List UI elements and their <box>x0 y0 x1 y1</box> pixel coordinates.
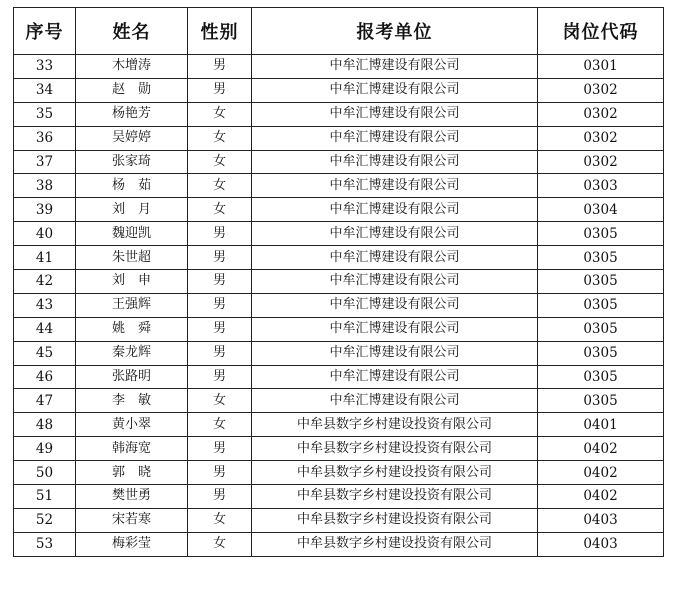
cell-gender: 女 <box>188 198 252 222</box>
cell-serial-number: 46 <box>14 365 76 389</box>
cell-name: 梅彩莹 <box>76 532 188 556</box>
cell-position-code: 0305 <box>538 246 664 270</box>
cell-position-code: 0303 <box>538 174 664 198</box>
cell-position-code: 0302 <box>538 102 664 126</box>
table-row <box>14 198 664 222</box>
cell-applied-unit: 中牟汇博建设有限公司 <box>252 389 538 413</box>
cell-gender: 男 <box>188 341 252 365</box>
cell-gender: 女 <box>188 508 252 532</box>
header-gender: 性别 <box>188 8 252 55</box>
cell-gender: 女 <box>188 102 252 126</box>
cell-name: 王强辉 <box>76 293 188 317</box>
cell-applied-unit: 中牟汇博建设有限公司 <box>252 126 538 150</box>
cell-gender: 男 <box>188 270 252 294</box>
header-serial-number: 序号 <box>14 8 76 55</box>
table-row <box>14 437 664 461</box>
cell-serial-number: 48 <box>14 413 76 437</box>
cell-position-code: 0304 <box>538 198 664 222</box>
cell-gender: 女 <box>188 389 252 413</box>
cell-serial-number: 53 <box>14 532 76 556</box>
cell-gender: 女 <box>188 174 252 198</box>
header-applied-unit: 报考单位 <box>252 8 538 55</box>
table-row <box>14 246 664 270</box>
cell-applied-unit: 中牟县数字乡村建设投资有限公司 <box>252 437 538 461</box>
cell-applied-unit: 中牟汇博建设有限公司 <box>252 102 538 126</box>
table-row <box>14 78 664 102</box>
table-row <box>14 126 664 150</box>
table-row <box>14 341 664 365</box>
cell-name: 宋若寒 <box>76 508 188 532</box>
cell-gender: 女 <box>188 413 252 437</box>
cell-name: 姚 舜 <box>76 317 188 341</box>
cell-applied-unit: 中牟汇博建设有限公司 <box>252 150 538 174</box>
cell-position-code: 0305 <box>538 293 664 317</box>
cell-gender: 男 <box>188 437 252 461</box>
cell-gender: 女 <box>188 126 252 150</box>
cell-position-code: 0302 <box>538 126 664 150</box>
cell-serial-number: 33 <box>14 55 76 79</box>
cell-applied-unit: 中牟汇博建设有限公司 <box>252 246 538 270</box>
cell-gender: 女 <box>188 532 252 556</box>
cell-name: 张路明 <box>76 365 188 389</box>
cell-position-code: 0305 <box>538 317 664 341</box>
table-row <box>14 102 664 126</box>
table-body <box>14 55 664 557</box>
cell-serial-number: 41 <box>14 246 76 270</box>
cell-serial-number: 39 <box>14 198 76 222</box>
header-row <box>14 8 664 55</box>
cell-applied-unit: 中牟汇博建设有限公司 <box>252 174 538 198</box>
table-row <box>14 270 664 294</box>
cell-serial-number: 49 <box>14 437 76 461</box>
candidate-table <box>13 7 664 557</box>
table-row <box>14 293 664 317</box>
cell-applied-unit: 中牟汇博建设有限公司 <box>252 222 538 246</box>
table-row <box>14 485 664 509</box>
cell-name: 魏迎凯 <box>76 222 188 246</box>
cell-position-code: 0305 <box>538 270 664 294</box>
cell-gender: 女 <box>188 150 252 174</box>
cell-applied-unit: 中牟县数字乡村建设投资有限公司 <box>252 461 538 485</box>
cell-position-code: 0305 <box>538 341 664 365</box>
cell-position-code: 0305 <box>538 389 664 413</box>
cell-name: 刘 月 <box>76 198 188 222</box>
cell-position-code: 0402 <box>538 437 664 461</box>
cell-serial-number: 47 <box>14 389 76 413</box>
candidate-list-sheet <box>13 7 663 557</box>
cell-name: 刘 申 <box>76 270 188 294</box>
table-row <box>14 461 664 485</box>
cell-name: 杨 茹 <box>76 174 188 198</box>
cell-position-code: 0301 <box>538 55 664 79</box>
cell-applied-unit: 中牟汇博建设有限公司 <box>252 317 538 341</box>
cell-serial-number: 42 <box>14 270 76 294</box>
cell-position-code: 0402 <box>538 461 664 485</box>
cell-name: 韩海宽 <box>76 437 188 461</box>
cell-applied-unit: 中牟汇博建设有限公司 <box>252 341 538 365</box>
cell-name: 樊世勇 <box>76 485 188 509</box>
cell-position-code: 0402 <box>538 485 664 509</box>
cell-gender: 男 <box>188 246 252 270</box>
cell-serial-number: 50 <box>14 461 76 485</box>
cell-gender: 男 <box>188 55 252 79</box>
table-row <box>14 508 664 532</box>
cell-gender: 男 <box>188 78 252 102</box>
cell-name: 张家琦 <box>76 150 188 174</box>
cell-position-code: 0401 <box>538 413 664 437</box>
header-name: 姓名 <box>76 8 188 55</box>
cell-name: 杨艳芳 <box>76 102 188 126</box>
cell-serial-number: 36 <box>14 126 76 150</box>
table-row <box>14 389 664 413</box>
cell-serial-number: 40 <box>14 222 76 246</box>
table-row <box>14 365 664 389</box>
cell-applied-unit: 中牟汇博建设有限公司 <box>252 365 538 389</box>
cell-serial-number: 51 <box>14 485 76 509</box>
cell-serial-number: 35 <box>14 102 76 126</box>
table-row <box>14 55 664 79</box>
cell-serial-number: 37 <box>14 150 76 174</box>
cell-applied-unit: 中牟汇博建设有限公司 <box>252 78 538 102</box>
cell-gender: 男 <box>188 461 252 485</box>
cell-serial-number: 52 <box>14 508 76 532</box>
header-position-code: 岗位代码 <box>538 8 664 55</box>
cell-name: 朱世超 <box>76 246 188 270</box>
cell-serial-number: 43 <box>14 293 76 317</box>
cell-serial-number: 45 <box>14 341 76 365</box>
cell-position-code: 0403 <box>538 508 664 532</box>
cell-name: 木增涛 <box>76 55 188 79</box>
table-row <box>14 317 664 341</box>
cell-position-code: 0302 <box>538 150 664 174</box>
cell-applied-unit: 中牟县数字乡村建设投资有限公司 <box>252 485 538 509</box>
cell-position-code: 0305 <box>538 365 664 389</box>
table-row <box>14 150 664 174</box>
cell-gender: 男 <box>188 293 252 317</box>
cell-position-code: 0403 <box>538 532 664 556</box>
table-header <box>14 8 664 55</box>
cell-applied-unit: 中牟县数字乡村建设投资有限公司 <box>252 413 538 437</box>
cell-name: 李 敏 <box>76 389 188 413</box>
table-row <box>14 222 664 246</box>
cell-gender: 男 <box>188 222 252 246</box>
cell-name: 赵 勋 <box>76 78 188 102</box>
cell-gender: 男 <box>188 365 252 389</box>
table-row <box>14 413 664 437</box>
table-row <box>14 532 664 556</box>
table-row <box>14 174 664 198</box>
cell-applied-unit: 中牟汇博建设有限公司 <box>252 198 538 222</box>
cell-name: 郭 晓 <box>76 461 188 485</box>
cell-applied-unit: 中牟县数字乡村建设投资有限公司 <box>252 532 538 556</box>
cell-position-code: 0305 <box>538 222 664 246</box>
cell-serial-number: 34 <box>14 78 76 102</box>
cell-position-code: 0302 <box>538 78 664 102</box>
cell-applied-unit: 中牟汇博建设有限公司 <box>252 55 538 79</box>
cell-name: 秦龙辉 <box>76 341 188 365</box>
cell-gender: 男 <box>188 317 252 341</box>
cell-gender: 男 <box>188 485 252 509</box>
cell-name: 黄小翠 <box>76 413 188 437</box>
cell-applied-unit: 中牟县数字乡村建设投资有限公司 <box>252 508 538 532</box>
cell-serial-number: 38 <box>14 174 76 198</box>
cell-name: 吴婷婷 <box>76 126 188 150</box>
cell-applied-unit: 中牟汇博建设有限公司 <box>252 293 538 317</box>
cell-serial-number: 44 <box>14 317 76 341</box>
cell-applied-unit: 中牟汇博建设有限公司 <box>252 270 538 294</box>
